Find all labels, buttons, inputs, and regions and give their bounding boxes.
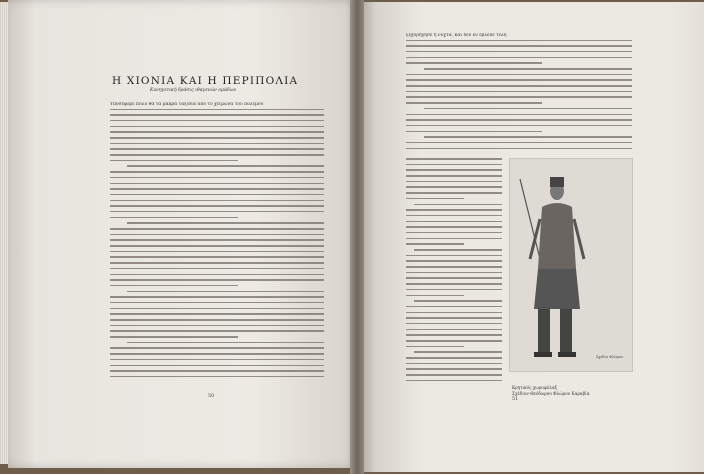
text-line <box>406 102 542 104</box>
text-line <box>406 277 502 279</box>
text-line <box>424 68 632 70</box>
article-title: Η ΧΙΟΝΙΑ ΚΑΙ Η ΠΕΡΙΠΟΛΙΑ <box>112 75 299 87</box>
text-line <box>406 260 502 262</box>
text-line <box>406 340 502 342</box>
text-line <box>110 143 324 145</box>
text-line <box>110 126 324 128</box>
text-line <box>110 313 324 315</box>
text-line <box>406 221 502 223</box>
text-line <box>127 165 324 167</box>
right-first-line: ξεχορήγησε ή νύχτα, καί δεν εν έβλεπε τέλη <box>406 33 507 38</box>
text-line <box>406 238 502 240</box>
text-line <box>406 51 632 53</box>
text-line <box>406 96 632 98</box>
left-first-line: Υποσέφερε πολύ θα τα μακρά ταξίδια από τό χειμώνα τού πολέμου <box>110 102 264 107</box>
text-line <box>406 85 632 87</box>
text-line <box>406 74 632 76</box>
text-line <box>110 171 324 173</box>
text-line <box>406 357 502 359</box>
text-line <box>406 192 502 194</box>
text-line <box>406 312 502 314</box>
text-line <box>110 109 324 111</box>
text-line <box>110 330 324 332</box>
text-line <box>110 285 238 287</box>
text-line <box>414 249 502 251</box>
text-line <box>406 57 632 59</box>
text-line <box>127 342 324 344</box>
right-body-text-top <box>406 33 632 153</box>
text-line <box>110 268 324 270</box>
text-line <box>406 346 464 348</box>
text-line <box>406 334 502 336</box>
caption-line-2: Σχέδιον Θεόδωρου Φλώρου Καραβία <box>512 390 590 396</box>
text-line <box>110 183 324 185</box>
text-line <box>414 300 502 302</box>
text-line <box>406 255 502 257</box>
article-subtitle: Κυνηγετική δράσις ιθαγενών ομάδων <box>150 88 237 93</box>
text-line <box>406 45 632 47</box>
right-page-number: 51 <box>512 396 519 402</box>
text-line <box>110 188 324 190</box>
text-line <box>406 226 502 228</box>
text-line <box>406 323 502 325</box>
text-line <box>414 204 502 206</box>
text-line <box>406 62 542 64</box>
left-body-text <box>110 102 324 384</box>
text-line <box>110 200 324 202</box>
text-line <box>424 108 632 110</box>
text-line <box>406 164 502 166</box>
text-line <box>110 177 324 179</box>
text-line <box>406 175 502 177</box>
text-line <box>110 325 324 327</box>
text-line <box>406 317 502 319</box>
text-line <box>110 274 324 276</box>
text-line <box>406 125 632 127</box>
text-line <box>406 306 502 308</box>
text-line <box>406 368 502 370</box>
text-line <box>127 291 324 293</box>
right-body-text-side <box>406 158 502 388</box>
text-line <box>406 198 464 200</box>
text-line <box>110 114 324 116</box>
text-line <box>406 295 464 297</box>
text-line <box>406 114 632 116</box>
text-line <box>406 215 502 217</box>
text-line <box>110 308 324 310</box>
text-line <box>110 376 324 378</box>
text-line <box>110 160 238 162</box>
text-line <box>110 205 324 207</box>
text-line <box>110 365 324 367</box>
text-line <box>110 296 324 298</box>
text-line <box>406 209 502 211</box>
text-line <box>406 374 502 376</box>
text-line <box>406 380 502 382</box>
text-line <box>110 370 324 372</box>
text-line <box>406 119 632 121</box>
text-line <box>406 79 632 81</box>
text-line <box>406 91 632 93</box>
text-line <box>110 262 324 264</box>
text-line <box>110 120 324 122</box>
text-line <box>110 251 324 253</box>
text-line <box>110 302 324 304</box>
soldier-illustration <box>509 158 633 372</box>
text-line <box>406 169 502 171</box>
text-line <box>406 186 502 188</box>
text-line <box>110 154 324 156</box>
text-line <box>110 234 324 236</box>
text-line <box>406 142 632 144</box>
text-line <box>110 217 238 219</box>
text-line <box>110 239 324 241</box>
text-line <box>110 347 324 349</box>
text-line <box>406 131 542 133</box>
text-line <box>406 289 502 291</box>
text-line <box>406 243 464 245</box>
text-line <box>110 194 324 196</box>
text-line <box>110 319 324 321</box>
text-line <box>406 181 502 183</box>
text-line <box>110 353 324 355</box>
text-line <box>406 40 632 42</box>
left-page-number: 50 <box>208 393 215 399</box>
text-line <box>406 266 502 268</box>
text-line <box>406 272 502 274</box>
text-line <box>424 136 632 138</box>
text-line <box>406 158 502 160</box>
book-gutter <box>350 0 364 474</box>
soldier-drawing <box>510 159 632 371</box>
text-line <box>127 222 324 224</box>
text-line <box>110 211 324 213</box>
text-line <box>110 359 324 361</box>
text-line <box>406 329 502 331</box>
caption-line-1: Κρητικός χωροφύλαξ <box>512 385 558 390</box>
text-line <box>414 351 502 353</box>
figure-signature: Σχέδιο Φλώρου <box>596 355 624 359</box>
text-line <box>110 245 324 247</box>
text-line <box>406 232 502 234</box>
text-line <box>110 279 324 281</box>
text-line <box>110 228 324 230</box>
text-line <box>110 131 324 133</box>
text-line <box>110 148 324 150</box>
text-line <box>110 137 324 139</box>
text-line <box>406 283 502 285</box>
text-line <box>406 148 632 150</box>
figure-caption <box>512 385 642 396</box>
text-line <box>406 363 502 365</box>
text-line <box>110 336 238 338</box>
text-line <box>110 256 324 258</box>
